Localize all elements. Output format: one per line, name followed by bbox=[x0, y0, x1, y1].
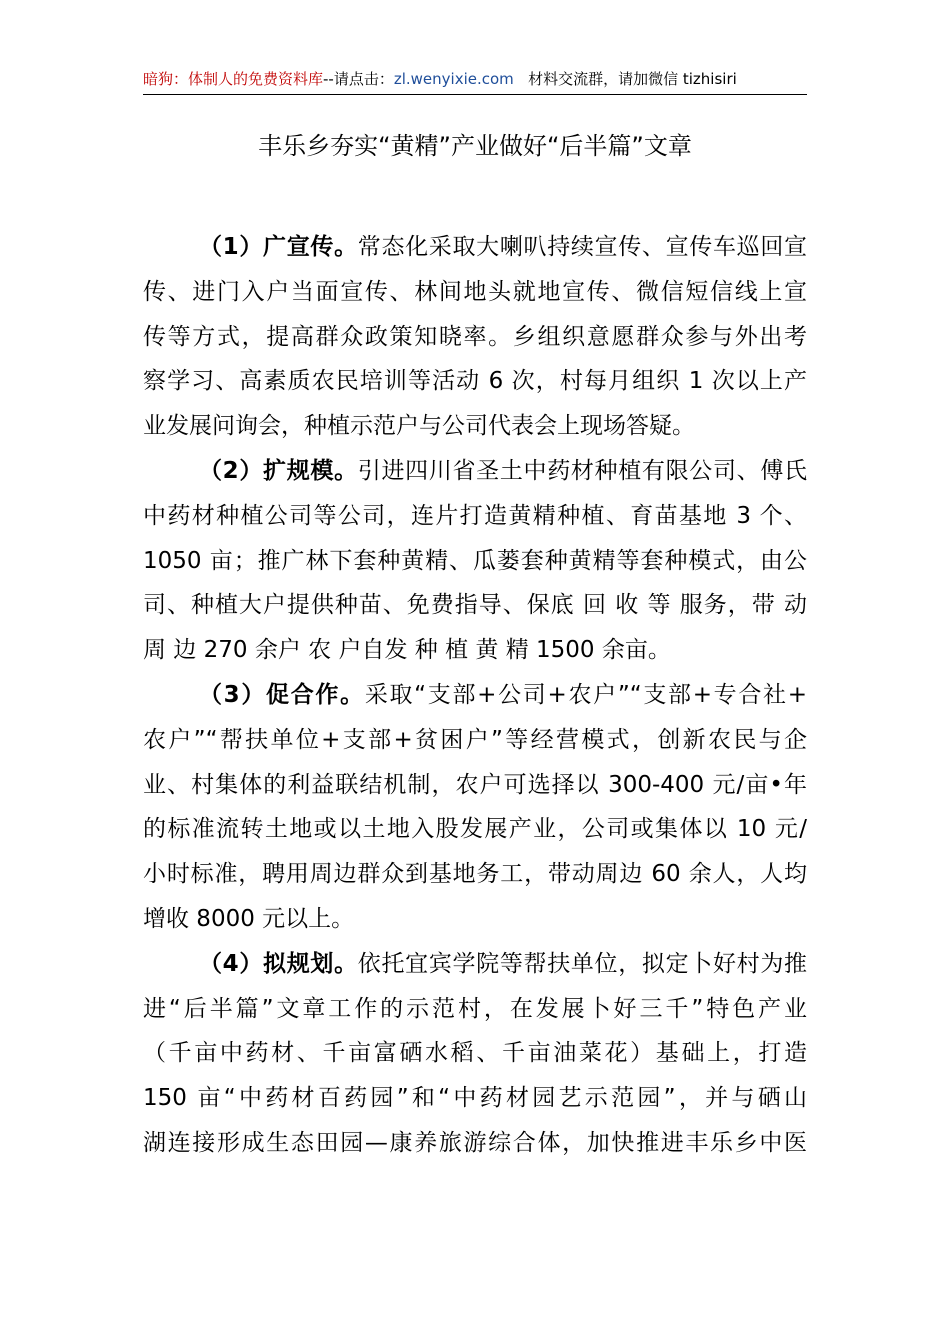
paragraph-lead: （1）广宣传。 bbox=[199, 234, 358, 260]
document-body bbox=[143, 225, 807, 1166]
header-divider bbox=[143, 94, 807, 95]
paragraph-line: 湖连接形成生态田园—康养旅游综合体，加快推进丰乐乡中医 bbox=[143, 1129, 807, 1156]
header-group-text: 材料交流群，请加微信 tizhisiri bbox=[528, 70, 737, 88]
paragraph-text: 引进四川省圣土中药材种植有限公司、傅氏 bbox=[357, 457, 807, 484]
paragraph-line: 传、进门入户当面宣传、林间地头就地宣传、微信短信线上宣 bbox=[143, 278, 807, 305]
paragraph-text: 常态化采取大喇叭持续宣传、宣传车巡回宣 bbox=[357, 234, 807, 260]
paragraph-text: 依托宜宾学院等帮扶单位，拟定卜好村为推 bbox=[357, 950, 807, 977]
paragraph-line: 业、村集体的利益联结机制，农户可选择以 300-400 元/亩•年 bbox=[143, 771, 807, 798]
paragraph-line: 中药材种植公司等公司，连片打造黄精种植、育苗基地 3 个、 bbox=[143, 502, 807, 529]
paragraph-line: 司、种植大户提供种苗、免费指导、保底 回 收 等 服务，带 动 bbox=[143, 592, 807, 619]
paragraph-line: 1050 亩；推广林下套种黄精、瓜蒌套种黄精等套种模式，由公 bbox=[143, 547, 807, 574]
paragraph-line bbox=[143, 673, 807, 718]
paragraph-line: 进“后半篇”文章工作的示范村，在发展卜好三千”特色产业 bbox=[143, 995, 807, 1022]
paragraph-line: 150 亩“中药材百药园”和“中药材园艺示范园”，并与硒山 bbox=[143, 1085, 807, 1112]
page-header bbox=[143, 68, 807, 90]
paragraph-line bbox=[143, 942, 807, 987]
paragraph-line: 传等方式，提高群众政策知晓率。乡组织意愿群众参与外出考 bbox=[143, 323, 807, 350]
paragraph-lead: （4）拟规划。 bbox=[199, 950, 358, 977]
paragraph-text: 采取“支部+公司+农户”“支部+专合社+ bbox=[364, 681, 807, 708]
header-click-text: --请点击： bbox=[323, 70, 394, 88]
paragraph-line: 增收 8000 元以上。 bbox=[143, 905, 355, 932]
paragraph-line: 小时标准，聘用周边群众到基地务工，带动周边 60 余人，人均 bbox=[143, 861, 807, 888]
paragraph-line bbox=[143, 449, 807, 494]
paragraph-line: 的标准流转土地或以土地入股发展产业，公司或集体以 10 元/ bbox=[143, 816, 807, 843]
paragraph-line: 察学习、高素质农民培训等活动 6 次，村每月组织 1 次以上产 bbox=[143, 368, 807, 395]
paragraph-lead: （3）促合作。 bbox=[199, 681, 365, 708]
paragraph-line: 业发展问询会，种植示范户与公司代表会上现场答疑。 bbox=[143, 413, 695, 440]
paragraph-lead: （2）扩规模。 bbox=[199, 457, 358, 484]
paragraph-line: 周 边 270 余户 农 户自发 种 植 黄 精 1500 余亩。 bbox=[143, 637, 671, 664]
paragraph-line bbox=[143, 225, 807, 270]
document-title: 丰乐乡夯实“黄精”产业做好“后半篇”文章 bbox=[258, 132, 692, 160]
header-brand: 暗狗：体制人的免费资料库 bbox=[143, 70, 324, 88]
header-url-link[interactable]: zl.wenyixie.com bbox=[393, 70, 514, 88]
paragraph-line: 农户”“帮扶单位+支部+贫困户”等经营模式，创新农民与企 bbox=[143, 726, 807, 753]
paragraph-line: （千亩中药材、千亩富硒水稻、千亩油菜花）基础上，打造 bbox=[143, 1040, 807, 1067]
